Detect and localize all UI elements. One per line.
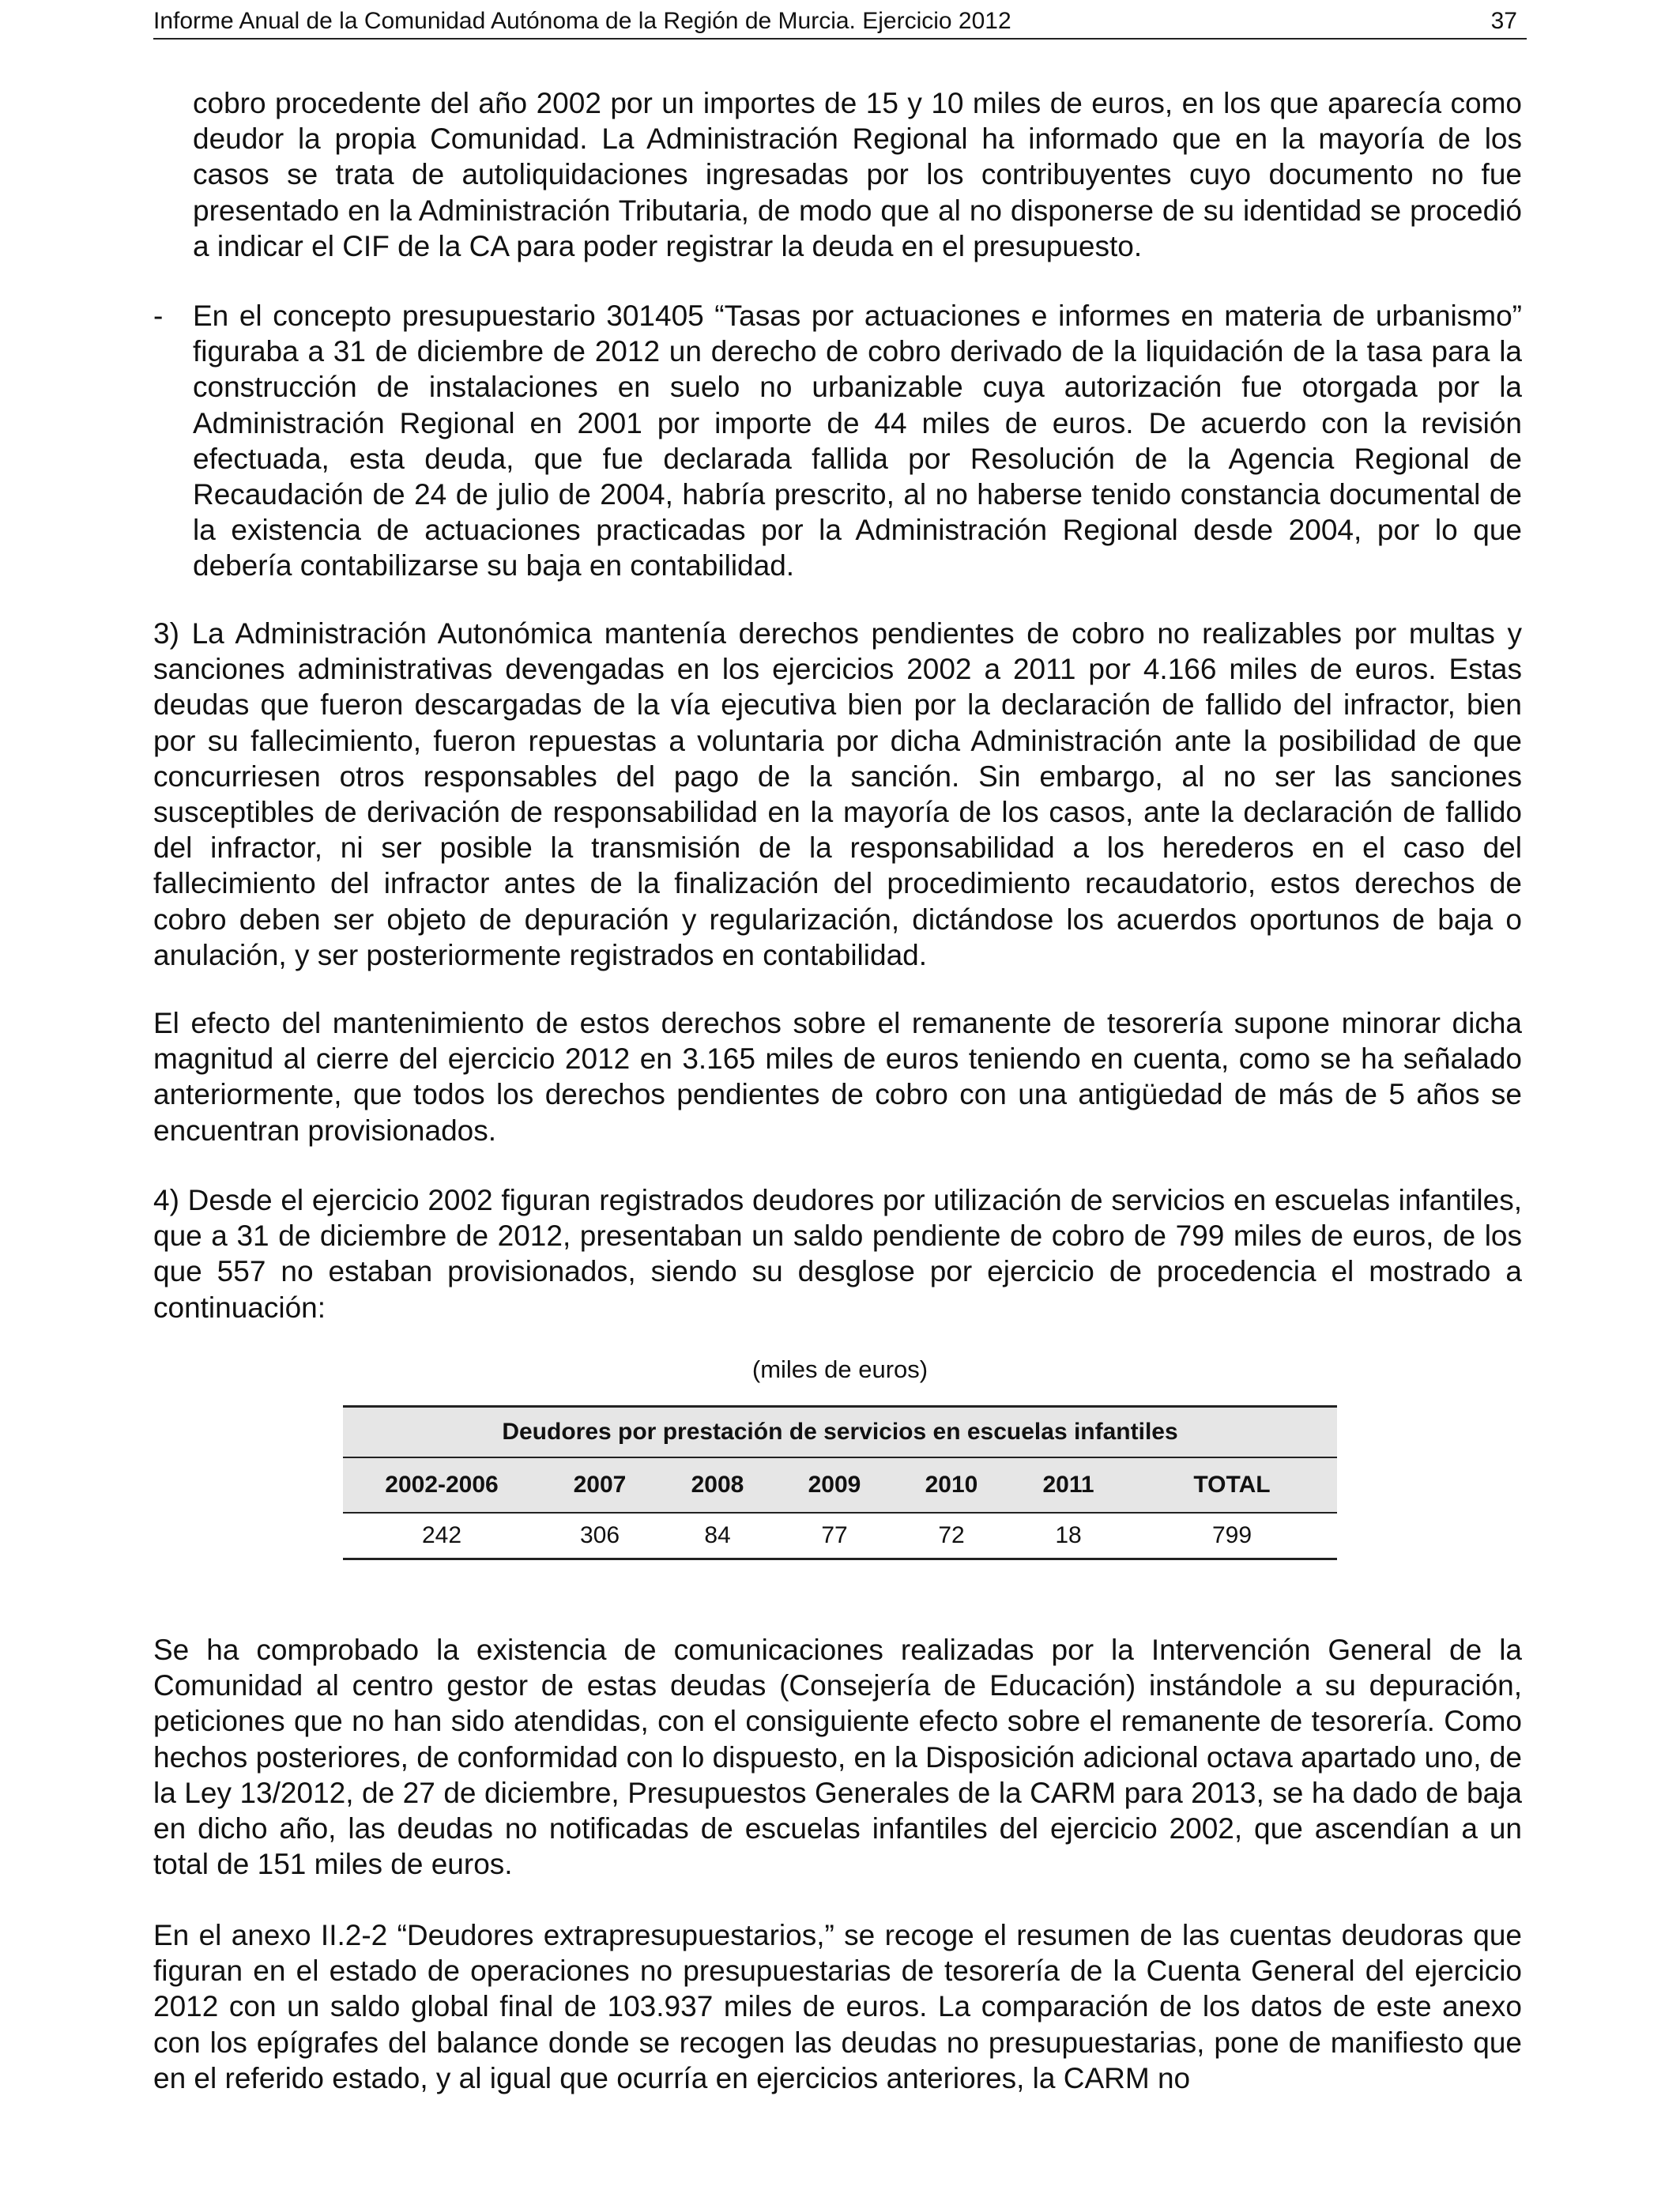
table-cell: 799: [1127, 1513, 1337, 1559]
table-cell: 72: [893, 1513, 1010, 1559]
column-header: 2010: [893, 1457, 1010, 1513]
paragraph-escuelas-infantiles: 4) Desde el ejercicio 2002 figuran registrados deudores por utilización de servicios en escuelas infantiles, que a 31 de diciembre de 2012, presentaban un saldo pendiente de cobro de 799 miles de euros, de los que 557 no estaban provisionados, siendo su desglose por ejercicio de procedencia el mostrado a continuación:: [153, 1184, 1522, 1324]
column-header: TOTAL: [1127, 1457, 1337, 1513]
header-title: Informe Anual de la Comunidad Autónoma de la Región de Murcia. Ejercicio 2012: [153, 8, 1011, 34]
table-header-row: [343, 1457, 1337, 1513]
table-title: Deudores por prestación de servicios en escuelas infantiles: [343, 1407, 1337, 1458]
column-header: 2008: [659, 1457, 776, 1513]
table-cell: 306: [541, 1513, 659, 1559]
paragraph-multas-sanciones: 3) La Administración Autonómica mantenía derechos pendientes de cobro no realizables por multas y sanciones administrativas devengadas en los ejercicios 2002 a 2011 por 4.166 miles de euros. Estas deudas que fueron descargadas de la vía ejecutiva bien por la declaración de fallido del infractor, bien por su fallecimiento, fueron repuestas a voluntaria por dicha Administración ante la posibilidad de que concurriesen otros responsables del pago de la sanción. Sin embargo, al no ser las sanciones susceptibles de derivación de responsabilidad en la mayoría de los casos, ante la declaración de fallido del infractor, ni ser posible la transmisión de la responsabilidad a los herederos en el caso del fallecimiento del infractor antes de la finalización del procedimiento recaudatorio, estos derechos de cobro deben ser objeto de depuración y regularización, dictándose los acuerdos oportunos de baja o anulación, y ser posteriormente registrados en contabilidad.: [153, 617, 1522, 971]
column-header: 2011: [1010, 1457, 1127, 1513]
paragraph-concepto-301405: En el concepto presupuestario 301405 “Tasas por actuaciones e informes en materia de urbanismo” figuraba a 31 de diciembre de 2012 un derecho de cobro derivado de la liquidación de la tasa para la construcción de instalaciones en suelo no urbanizable cuya autorización fue otorgada por la Administración Regional en 2001 por importe de 44 miles de euros. De acuerdo con la revisión efectuada, esta deuda, que fue declarada fallida por Resolución de la Agencia Regional de Recaudación de 24 de julio de 2004, habría prescrito, al no haberse tenido constancia documental de la existencia de actuaciones practicadas por la Administración Regional desde 2004, por lo que debería contabilizarse su baja en contabilidad.: [193, 300, 1522, 582]
table-cell: 18: [1010, 1513, 1127, 1559]
column-header: 2002-2006: [343, 1457, 541, 1513]
paragraph-comunicaciones: Se ha comprobado la existencia de comunicaciones realizadas por la Intervención General de la Comunidad al centro gestor de estas deudas (Consejería de Educación) instándole a su depuración, peticiones que no han sido atendidas, con el consiguiente efecto sobre el remanente de tesorería. Como hechos posteriores, de conformidad con lo dispuesto, en la Disposición adicional octava apartado uno, de la Ley 13/2012, de 27 de diciembre, Presupuestos Generales de la CARM para 2013, se ha dado de baja en dicho año, las deudas no notificadas de escuelas infantiles del ejercicio 2002, que ascendían a un total de 151 miles de euros.: [153, 1634, 1522, 1881]
table-units: (miles de euros): [751, 1355, 929, 1383]
table-cell: 84: [659, 1513, 776, 1559]
table-title-row: [343, 1407, 1337, 1458]
column-header: 2007: [541, 1457, 659, 1513]
paragraph-anexo-deudores: En el anexo II.2-2 “Deudores extrapresupuestarios,” se recoge el resumen de las cuentas deudoras que figuran en el estado de operaciones no presupuestarias de tesorería de la Cuenta General del ejercicio 2012 con un saldo global final de 103.937 miles de euros. La comparación de los datos de este anexo con los epígrafes del balance donde se recogen las deudas no presupuestarias, pone de manifiesto que en el referido estado, y al igual que ocurría en ejercicios anteriores, la CARM no: [153, 1919, 1522, 2094]
table-cell: 77: [776, 1513, 893, 1559]
paragraph-cobro-2002: cobro procedente del año 2002 por un importes de 15 y 10 miles de euros, en los que aparecía como deudor la propia Comunidad. La Administración Regional ha informado que en la mayoría de los casos se trata de autoliquidaciones ingresadas por los contribuyentes cuyo documento no fue presentado en la Administración Tributaria, de modo que al no disponerse de su identidad se procedió a indicar el CIF de la CA para poder registrar la deuda en el presupuesto.: [193, 87, 1522, 262]
page-header: [153, 6, 1527, 40]
debtors-table: [343, 1405, 1337, 1560]
paragraph-efecto-remanente: El efecto del mantenimiento de estos derechos sobre el remanente de tesorería supone minorar dicha magnitud al cierre del ejercicio 2012 en 3.165 miles de euros teniendo en cuenta, como se ha señalado anteriormente, que todos los derechos pendientes de cobro con una antigüedad de más de 5 años se encuentran provisionados.: [153, 1007, 1522, 1147]
table-row: [343, 1513, 1337, 1559]
list-bullet-dash: -: [153, 300, 164, 332]
page-number: 37: [1490, 8, 1517, 34]
column-header: 2009: [776, 1457, 893, 1513]
table-cell: 242: [343, 1513, 541, 1559]
